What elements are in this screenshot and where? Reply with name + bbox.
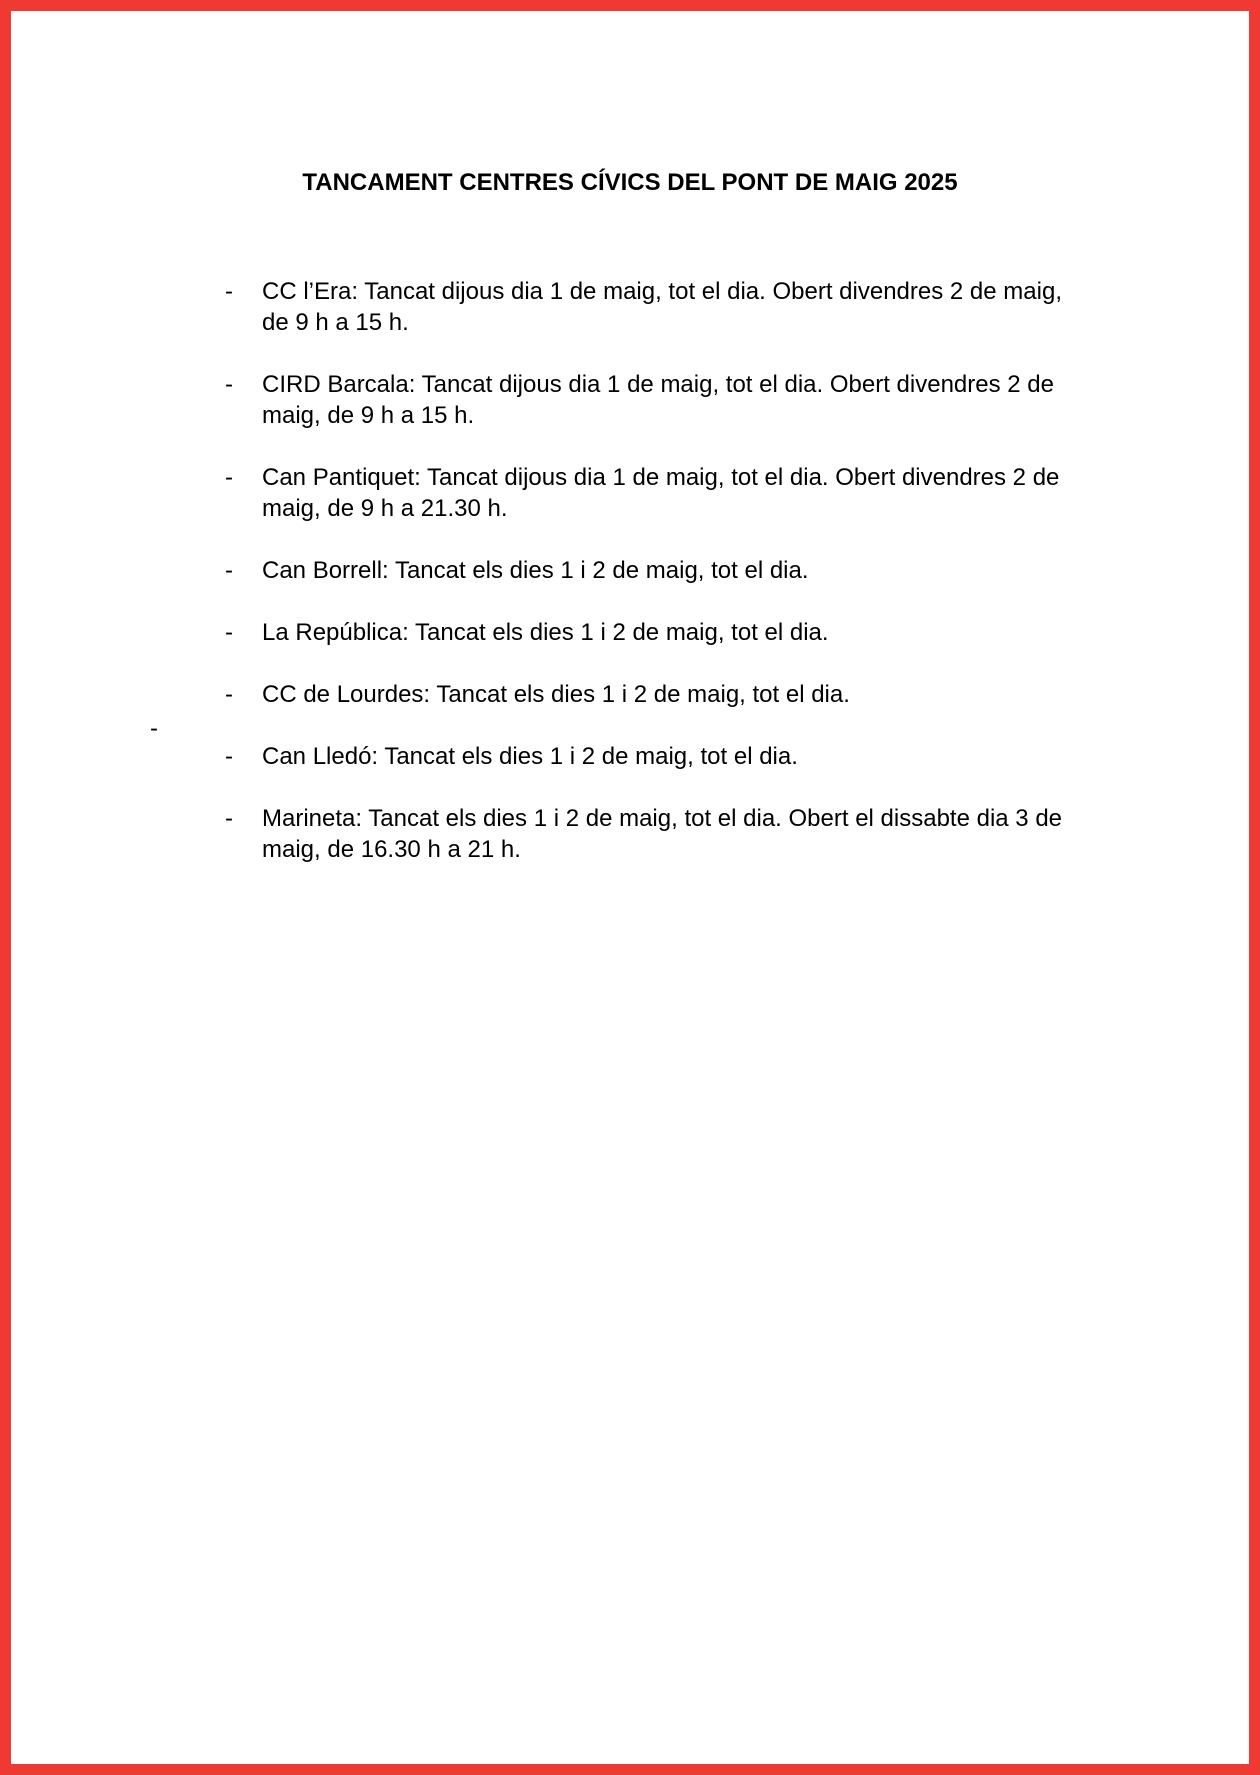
list-bullet: - [225,743,233,770]
list-bullet: - [225,805,233,832]
list-item-text: Can Borrell: Tancat els dies 1 i 2 de maig, tot el dia. [262,557,809,584]
list-item [11,555,1082,586]
list-item-text: CIRD Barcala: Tancat dijous dia 1 de maig, tot el dia. Obert divendres 2 de maig, de 9 h a 15 h. [262,371,1054,429]
list-item [11,617,1082,648]
list-item [11,679,1082,710]
list-item-text: Can Lledó: Tancat els dies 1 i 2 de maig, tot el dia. [262,743,798,770]
list-bullet: - [225,464,233,491]
list-item [11,803,1082,865]
list-item-text: La República: Tancat els dies 1 i 2 de maig, tot el dia. [262,619,829,646]
stray-dash-mark: - [150,715,158,742]
list-item [11,462,1082,524]
list-bullet: - [225,681,233,708]
list-bullet: - [225,557,233,584]
list-item-text: Marineta: Tancat els dies 1 i 2 de maig, tot el dia. Obert el dissabte dia 3 de maig, de 16.30 h a 21 h. [262,805,1063,863]
list-bullet: - [225,371,233,398]
closure-list [11,276,1249,896]
list-bullet: - [225,278,233,305]
list-item-text: CC l’Era: Tancat dijous dia 1 de maig, tot el dia. Obert divendres 2 de maig, de 9 h a 15 h. [262,278,1062,336]
list-bullet: - [225,619,233,646]
list-item [11,741,1082,772]
list-item [11,276,1082,338]
list-item-text: CC de Lourdes: Tancat els dies 1 i 2 de maig, tot el dia. [262,681,850,708]
list-item-text: Can Pantiquet: Tancat dijous dia 1 de maig, tot el dia. Obert divendres 2 de maig, de 9 h a 21.30 h. [262,464,1060,522]
list-item [11,369,1082,431]
document-title: TANCAMENT CENTRES CÍVICS DEL PONT DE MAIG 2025 [302,169,958,196]
